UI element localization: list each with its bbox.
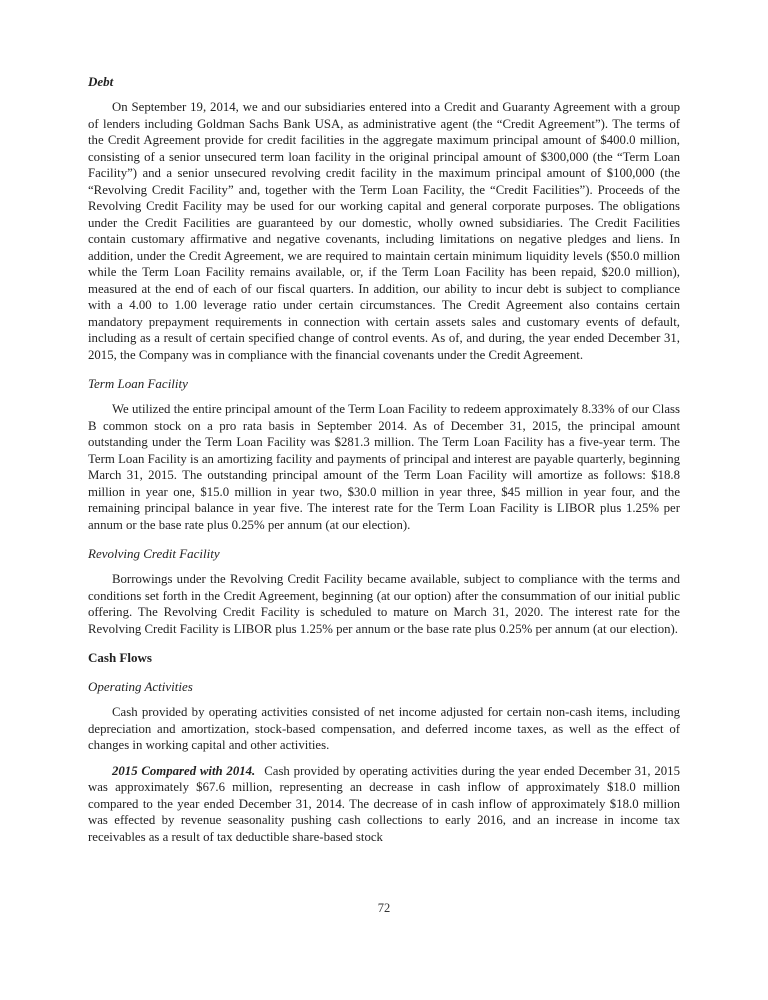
heading-revolving-credit-facility: Revolving Credit Facility	[88, 546, 220, 561]
heading-cash-flows: Cash Flows	[88, 650, 152, 665]
page-number: 72	[377, 901, 391, 915]
paragraph-operating-activities: Cash provided by operating activities consisted of net income adjusted for certain non-cash items, including depreciation and amortization, stock-based compensation, and deferred income taxes, as well as the effect of changes in working capital and other activities.	[88, 705, 680, 752]
paragraph-2015-compared-with-2014	[88, 763, 680, 846]
heading-operating-activities: Operating Activities	[88, 679, 193, 694]
paragraph-debt: On September 19, 2014, we and our subsidiaries entered into a Credit and Guaranty Agreement with a group of lenders including Goldman Sachs Bank USA, as administrative agent (the “Credit Agreement”). The terms of the Credit Agreement provide for credit facilities in the aggregate maximum principal amount of $400.0 million, consisting of a senior unsecured term loan facility in the original principal amount of $300,000 (the “Term Loan Facility”) and a senior unsecured revolving credit facility in the maximum principal amount of $100,000 (the “Revolving Credit Facility” and, together with the Term Loan Facility, the “Credit Facilities”). Proceeds of the Revolving Credit Facility may be used for our working capital and general corporate purposes. The obligations under the Credit Facilities are guaranteed by our domestic, wholly owned subsidiaries. The Credit Facilities contain customary affirmative and negative covenants, including limitations on negative pledges and liens. In addition, under the Credit Agreement, we are required to maintain certain minimum liquidity levels ($50.0 million while the Term Loan Facility remains available, or, if the Term Loan Facility has been repaid, $20.0 million), measured at the end of each of our fiscal quarters. In addition, our ability to incur debt is subject to compliance with a 4.00 to 1.00 leverage ratio under certain circumstances. The Credit Agreement also contains certain mandatory prepayment requirements in connection with certain assets sales and customary events of default, including as a result of certain specified change of control events. As of, and during, the year ended December 31, 2015, the Company was in compliance with the financial covenants under the Credit Agreement.	[88, 100, 680, 362]
paragraph-revolving-credit-facility: Borrowings under the Revolving Credit Facility became available, subject to compliance with the terms and conditions set forth in the Credit Agreement, beginning (at our option) after the consummation of our initial public offering. The Revolving Credit Facility is scheduled to mature on March 31, 2020. The interest rate for the Revolving Credit Facility is LIBOR plus 1.25% per annum or the base rate plus 0.25% per annum (at our election).	[88, 572, 680, 636]
heading-debt: Debt	[88, 74, 114, 89]
paragraph-term-loan-facility: We utilized the entire principal amount of the Term Loan Facility to redeem approximately 8.33% of our Class B common stock on a pro rata basis in September 2014. As of December 31, 2015, the principal amount outstanding under the Term Loan Facility was $281.3 million. The Term Loan Facility has a five-year term. The Term Loan Facility is an amortizing facility and payments of principal and interest are payable quarterly, beginning March 31, 2015. The outstanding principal amount of the Term Loan Facility will amortize as follows: $18.8 million in year one, $15.0 million in year two, $30.0 million in year three, $45 million in year four, and the remaining principal balance in year five. The interest rate for the Term Loan Facility is LIBOR plus 1.25% per annum or the base rate plus 0.25% per annum (at our election).	[88, 402, 680, 532]
page-content	[88, 74, 680, 845]
heading-term-loan-facility: Term Loan Facility	[88, 376, 188, 391]
comparison-lead-in: 2015 Compared with 2014.	[112, 763, 256, 778]
comparison-body: Cash provided by operating activities during the year ended December 31, 2015 was approximately $67.6 million, representing an decrease in cash inflow of approximately $18.0 million compared to the year ended December 31, 2014. The decrease of in cash inflow of approximately $18.0 million was effected by revenue seasonality pushing cash collections to early 2016, and an increase in income tax receivables as a result of tax deductible share-based stock	[88, 763, 680, 844]
